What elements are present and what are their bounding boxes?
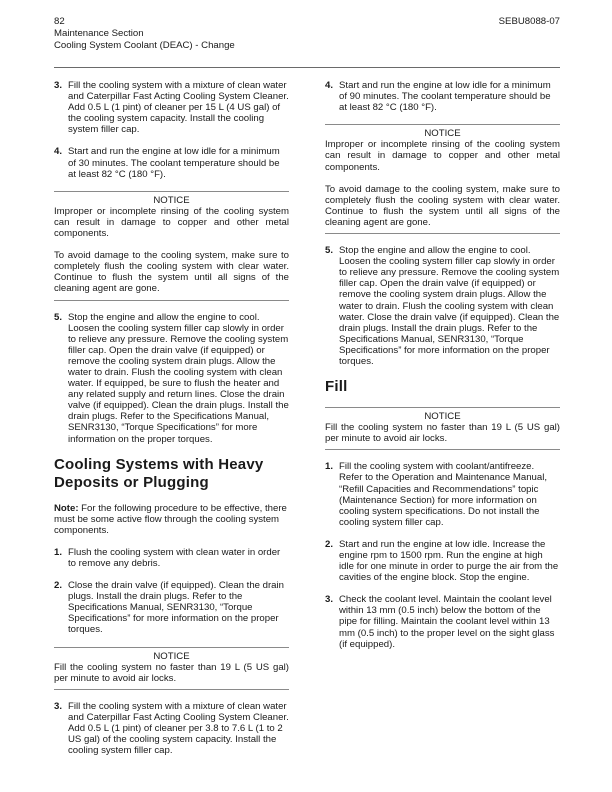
notice-title: NOTICE: [424, 411, 461, 423]
step-number: 3.: [325, 594, 334, 606]
note-text: For the following procedure to be effective, there must be some active flow through the cooling system components.: [54, 502, 287, 536]
notice-title: NOTICE: [153, 194, 190, 206]
step-number: 4.: [325, 80, 334, 91]
step-text: Fill the cooling system with a mixture of clean water and Caterpillar Fast Acting Cooling System Cleaner. Add 0.5 L (1 pint) of cleaner per 15 L (4 US gal) of the cooling system capacity. Install the cooling system filler cap.: [68, 80, 289, 136]
notice-box: [54, 191, 289, 301]
notice-title: NOTICE: [153, 650, 190, 662]
step-item: [325, 245, 560, 367]
page-header: [54, 16, 560, 52]
notice-box: [325, 124, 560, 234]
notice-text: To avoid damage to the cooling system, make sure to completely flush the cooling system with clear water. Continue to flush the system until all signs of the cleaning agent are gone.: [54, 250, 289, 295]
step-text: Fill the cooling system with a mixture of clean water and Caterpillar Fast Acting Cooling System Cleaner. Add 0.5 L (1 pint) of cleaner per 3.8 to 7.6 L (1 to 2 US gal) of the cooling system capacity. Install the cooling system filler cap.: [68, 700, 289, 757]
page-number: 82: [54, 16, 65, 27]
step-number: 5.: [54, 311, 63, 323]
step-item: [54, 146, 289, 179]
step-item: [54, 80, 289, 135]
notice-box: [325, 407, 560, 450]
right-column: [325, 80, 560, 661]
step-number: 3.: [54, 700, 63, 712]
step-text: Flush the cooling system with clean water in order to remove any debris.: [68, 546, 281, 569]
step-number: 2.: [54, 580, 63, 592]
step-text: Start and run the engine at low idle for a minimum of 90 minutes. The coolant temperature should be at least 82 °C (180 °F).: [339, 80, 551, 114]
left-column: [54, 80, 289, 767]
note-paragraph: [54, 503, 289, 536]
section-name: Maintenance Section: [54, 28, 144, 39]
step-text: Close the drain valve (if equipped). Clean the drain plugs. Install the drain plugs. Refer to the Specifications Manual, SENR3130, “Torque Specifications” for more information on the proper torques.: [68, 580, 284, 636]
note-label: Note:: [54, 502, 79, 514]
step-text: Fill the cooling system with coolant/antifreeze. Refer to the Operation and Maintenance Manual, “Refill Capacities and Recommendations” topic (Maintenance Section) for more information on cooling system specifications. Do not install the cooling system filler cap.: [339, 461, 547, 528]
section-heading: Cooling Systems with Heavy Deposits or Plugging: [54, 455, 264, 491]
topic-title: Cooling System Coolant (DEAC) - Change: [54, 40, 235, 51]
section-heading: Fill: [325, 378, 348, 396]
step-text: Stop the engine and allow the engine to cool. Loosen the cooling system filler cap slowly in order to relieve any pressure. Remove the cooling system filler cap. Open the drain valve (if equipped) or remove the cooling system drain plugs. Allow the water to drain. Flush the cooling system with clean water. Close the drain valve (if equipped). Clean the drain plugs. Install the drain plugs. Refer to the Specifications Manual, SENR3130, “Torque Specifications” for more information on the proper torques.: [339, 245, 560, 367]
header-divider: [54, 67, 560, 68]
step-number: 1.: [325, 461, 334, 473]
step-item: [325, 80, 560, 113]
step-number: 4.: [54, 146, 63, 158]
notice-text: Improper or incomplete rinsing of the cooling system can result in damage to copper and other metal components.: [325, 139, 560, 173]
step-text: Stop the engine and allow the engine to cool. Loosen the cooling system filler cap slowly in order to relieve any pressure. Remove the cooling system filler cap. Open the drain valve (if equipped) or remove the cooling system drain plugs. Allow the water to drain. Flush the cooling system with clean water. If equipped, be sure to flush the heater and any related supply and return lines. Close the drain valve (if equipped). Clean the drain plugs. Install the drain plugs. Refer to the Specifications Manual, SENR3130, “Torque Specifications” for more information on the proper torques.: [68, 311, 289, 445]
step-item: [325, 461, 560, 528]
step-item: [325, 539, 560, 583]
step-number: 3.: [54, 80, 63, 91]
document-number: SEBU8088-07: [498, 16, 560, 27]
step-text: Start and run the engine at low idle for a minimum of 30 minutes. The coolant temperature should be at least 82 °C (180 °F).: [68, 146, 280, 180]
step-item: [54, 701, 289, 756]
notice-text: Fill the cooling system no faster than 19 L (5 US gal) per minute to avoid air locks.: [325, 422, 560, 445]
notice-box: [54, 647, 289, 690]
step-item: [54, 547, 289, 569]
step-number: 2.: [325, 538, 334, 550]
step-number: 5.: [325, 245, 334, 257]
notice-text: Fill the cooling system no faster than 19 L (5 US gal) per minute to avoid air locks.: [54, 661, 289, 684]
step-text: Start and run the engine at low idle. Increase the engine rpm to 1500 rpm. Run the engine at high idle for one minute in order to purge the air from the cavities of the engine block. Stop the engine.: [339, 538, 559, 584]
notice-text: To avoid damage to the cooling system, make sure to completely flush the cooling system with clear water. Continue to flush the system until all signs of the cleaning agent are gone.: [325, 183, 560, 228]
step-number: 1.: [54, 546, 63, 558]
notice-title: NOTICE: [424, 128, 461, 140]
step-item: [54, 580, 289, 635]
step-item: [54, 312, 289, 445]
step-item: [325, 594, 560, 649]
step-text: Check the coolant level. Maintain the coolant level within 13 mm (0.5 inch) below the bottom of the pipe for filling. Maintain the coolant level within 13 mm (0.5 inch) to the proper level on the sight glass (if equipped).: [339, 594, 555, 650]
notice-text: Improper or incomplete rinsing of the cooling system can result in damage to copper and other metal components.: [54, 205, 289, 240]
